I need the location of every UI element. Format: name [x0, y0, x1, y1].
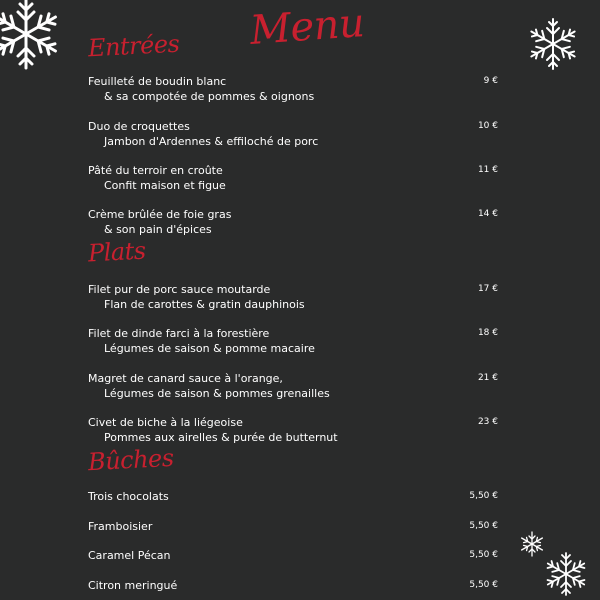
item-price: 10 €: [477, 121, 498, 131]
item-price: 5,50 €: [469, 550, 498, 560]
item-description: Confit maison et figue: [104, 179, 226, 192]
menu-item: [88, 207, 498, 237]
item-name: Filet pur de porc sauce moutarde: [88, 283, 271, 296]
item-price: 18 €: [477, 328, 498, 338]
item-price: 17 €: [477, 284, 498, 294]
item-name: Trois chocolats: [88, 490, 169, 503]
section-title-entrees: Entrées: [87, 29, 180, 63]
section-title-plats: Plats: [87, 236, 147, 268]
item-name: Framboisier: [88, 520, 153, 533]
menu-item: [88, 282, 498, 312]
snowflake-icon: [0, 0, 58, 72]
item-price: 9 €: [483, 76, 498, 86]
item-price: 14 €: [477, 209, 498, 219]
item-price: 21 €: [477, 373, 498, 383]
item-description: & son pain d'épices: [104, 223, 212, 236]
menu-item: [88, 489, 498, 504]
item-price: 23 €: [477, 417, 498, 427]
item-description: Jambon d'Ardennes & effiloché de porc: [104, 135, 319, 148]
item-description: Légumes de saison & pomme macaire: [104, 342, 315, 355]
item-price: 5,50 €: [469, 521, 498, 531]
item-name: Feuilleté de boudin blanc: [88, 75, 227, 88]
menu-item: [88, 548, 498, 563]
snowflake-icon: [519, 530, 545, 558]
item-description: & sa compotée de pommes & oignons: [104, 90, 315, 103]
snowflake-icon: [544, 550, 588, 598]
item-description: Pommes aux airelles & purée de butternut: [104, 431, 338, 444]
menu-item: [88, 74, 498, 104]
item-name: Magret de canard sauce à l'orange,: [88, 372, 283, 385]
item-price: 5,50 €: [469, 580, 498, 590]
item-description: Légumes de saison & pommes grenailles: [104, 387, 330, 400]
item-name: Crème brûlée de foie gras: [88, 208, 232, 221]
item-name: Caramel Pécan: [88, 549, 171, 562]
item-price: 11 €: [477, 165, 498, 175]
item-name: Citron meringué: [88, 579, 178, 592]
menu-item: [88, 519, 498, 534]
menu-item: [88, 119, 498, 149]
snowflake-icon: [528, 16, 578, 72]
item-price: 5,50 €: [469, 491, 498, 501]
item-name: Pâté du terroir en croûte: [88, 164, 223, 177]
menu-item: [88, 578, 498, 593]
section-title-buches: Bûches: [87, 443, 175, 477]
item-name: Duo de croquettes: [88, 120, 190, 133]
menu-title: Menu: [248, 0, 366, 54]
menu-item: [88, 163, 498, 193]
item-description: Flan de carottes & gratin dauphinois: [104, 298, 305, 311]
menu-item: [88, 415, 498, 445]
item-name: Civet de biche à la liégeoise: [88, 416, 243, 429]
menu-item: [88, 371, 498, 401]
menu-item: [88, 326, 498, 356]
item-name: Filet de dinde farci à la forestière: [88, 327, 270, 340]
